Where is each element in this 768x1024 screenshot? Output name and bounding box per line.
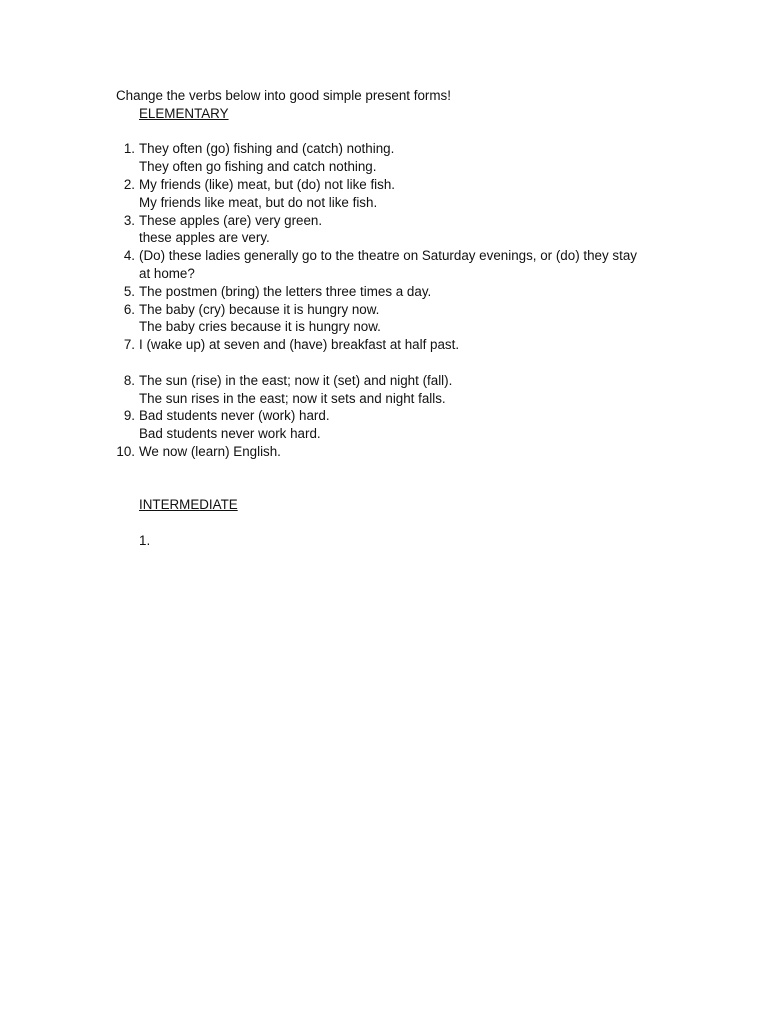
item-answer: these apples are very. [139,230,270,246]
spacer [116,123,676,141]
exercise-item-8 [116,372,676,408]
item-number: 7. [123,337,135,353]
item-question: Bad students never (work) hard. [139,408,330,424]
item-answer: They often go fishing and catch nothing. [139,159,377,175]
item-number: 5. [123,283,135,299]
instruction-text: Change the verbs below into good simple present forms! [116,88,451,103]
item-question: The sun (rise) in the east; now it (set) and night (fall). [139,372,453,388]
item-question: (Do) these ladies generally go to the theatre on Saturday evenings, or (do) they stay [139,248,637,264]
item-number: 10. [116,443,135,459]
item-question-continued: at home? [139,265,195,281]
item-number: 6. [123,301,135,317]
item-answer: The sun rises in the east; now it sets and night falls. [139,390,446,406]
item-question: The baby (cry) because it is hungry now. [139,301,380,317]
exercise-item-2 [116,176,676,212]
item-number: 2. [123,176,135,192]
item-number: 3. [123,212,135,228]
document-body [116,87,676,550]
item-answer: Bad students never work hard. [139,426,321,442]
list-gap [116,354,676,372]
elementary-heading: ELEMENTARY [139,105,229,121]
item-question: My friends (like) meat, but (do) not like fish. [139,176,395,192]
item-question: I (wake up) at seven and (have) breakfast at half past. [139,337,460,353]
item-question: They often (go) fishing and (catch) nothing. [139,141,395,157]
intermediate-section [116,496,676,549]
item-number: 1. [139,532,151,548]
exercise-item-6 [116,301,676,337]
item-question: The postmen (bring) the letters three times a day. [139,283,432,299]
item-answer: My friends like meat, but do not like fish. [139,194,378,210]
exercise-item-10 [116,443,676,461]
intermediate-exercise-list [139,532,676,550]
item-answer: The baby cries because it is hungry now. [139,319,381,335]
item-question: We now (learn) English. [139,443,281,459]
item-number: 9. [123,408,135,424]
exercise-item-7 [116,336,676,354]
exercise-item-4 [116,247,676,283]
exercise-item-5 [116,283,676,301]
spacer [116,514,676,532]
intermediate-item-1 [139,532,676,550]
exercise-item-1 [116,140,676,176]
item-number: 4. [123,248,135,264]
elementary-exercise-list [116,140,676,460]
item-number: 1. [123,141,135,157]
exercise-item-9 [116,407,676,443]
intermediate-heading: INTERMEDIATE [139,497,238,513]
item-question: These apples (are) very green. [139,212,323,228]
item-number: 8. [123,372,135,388]
exercise-item-3 [116,212,676,248]
